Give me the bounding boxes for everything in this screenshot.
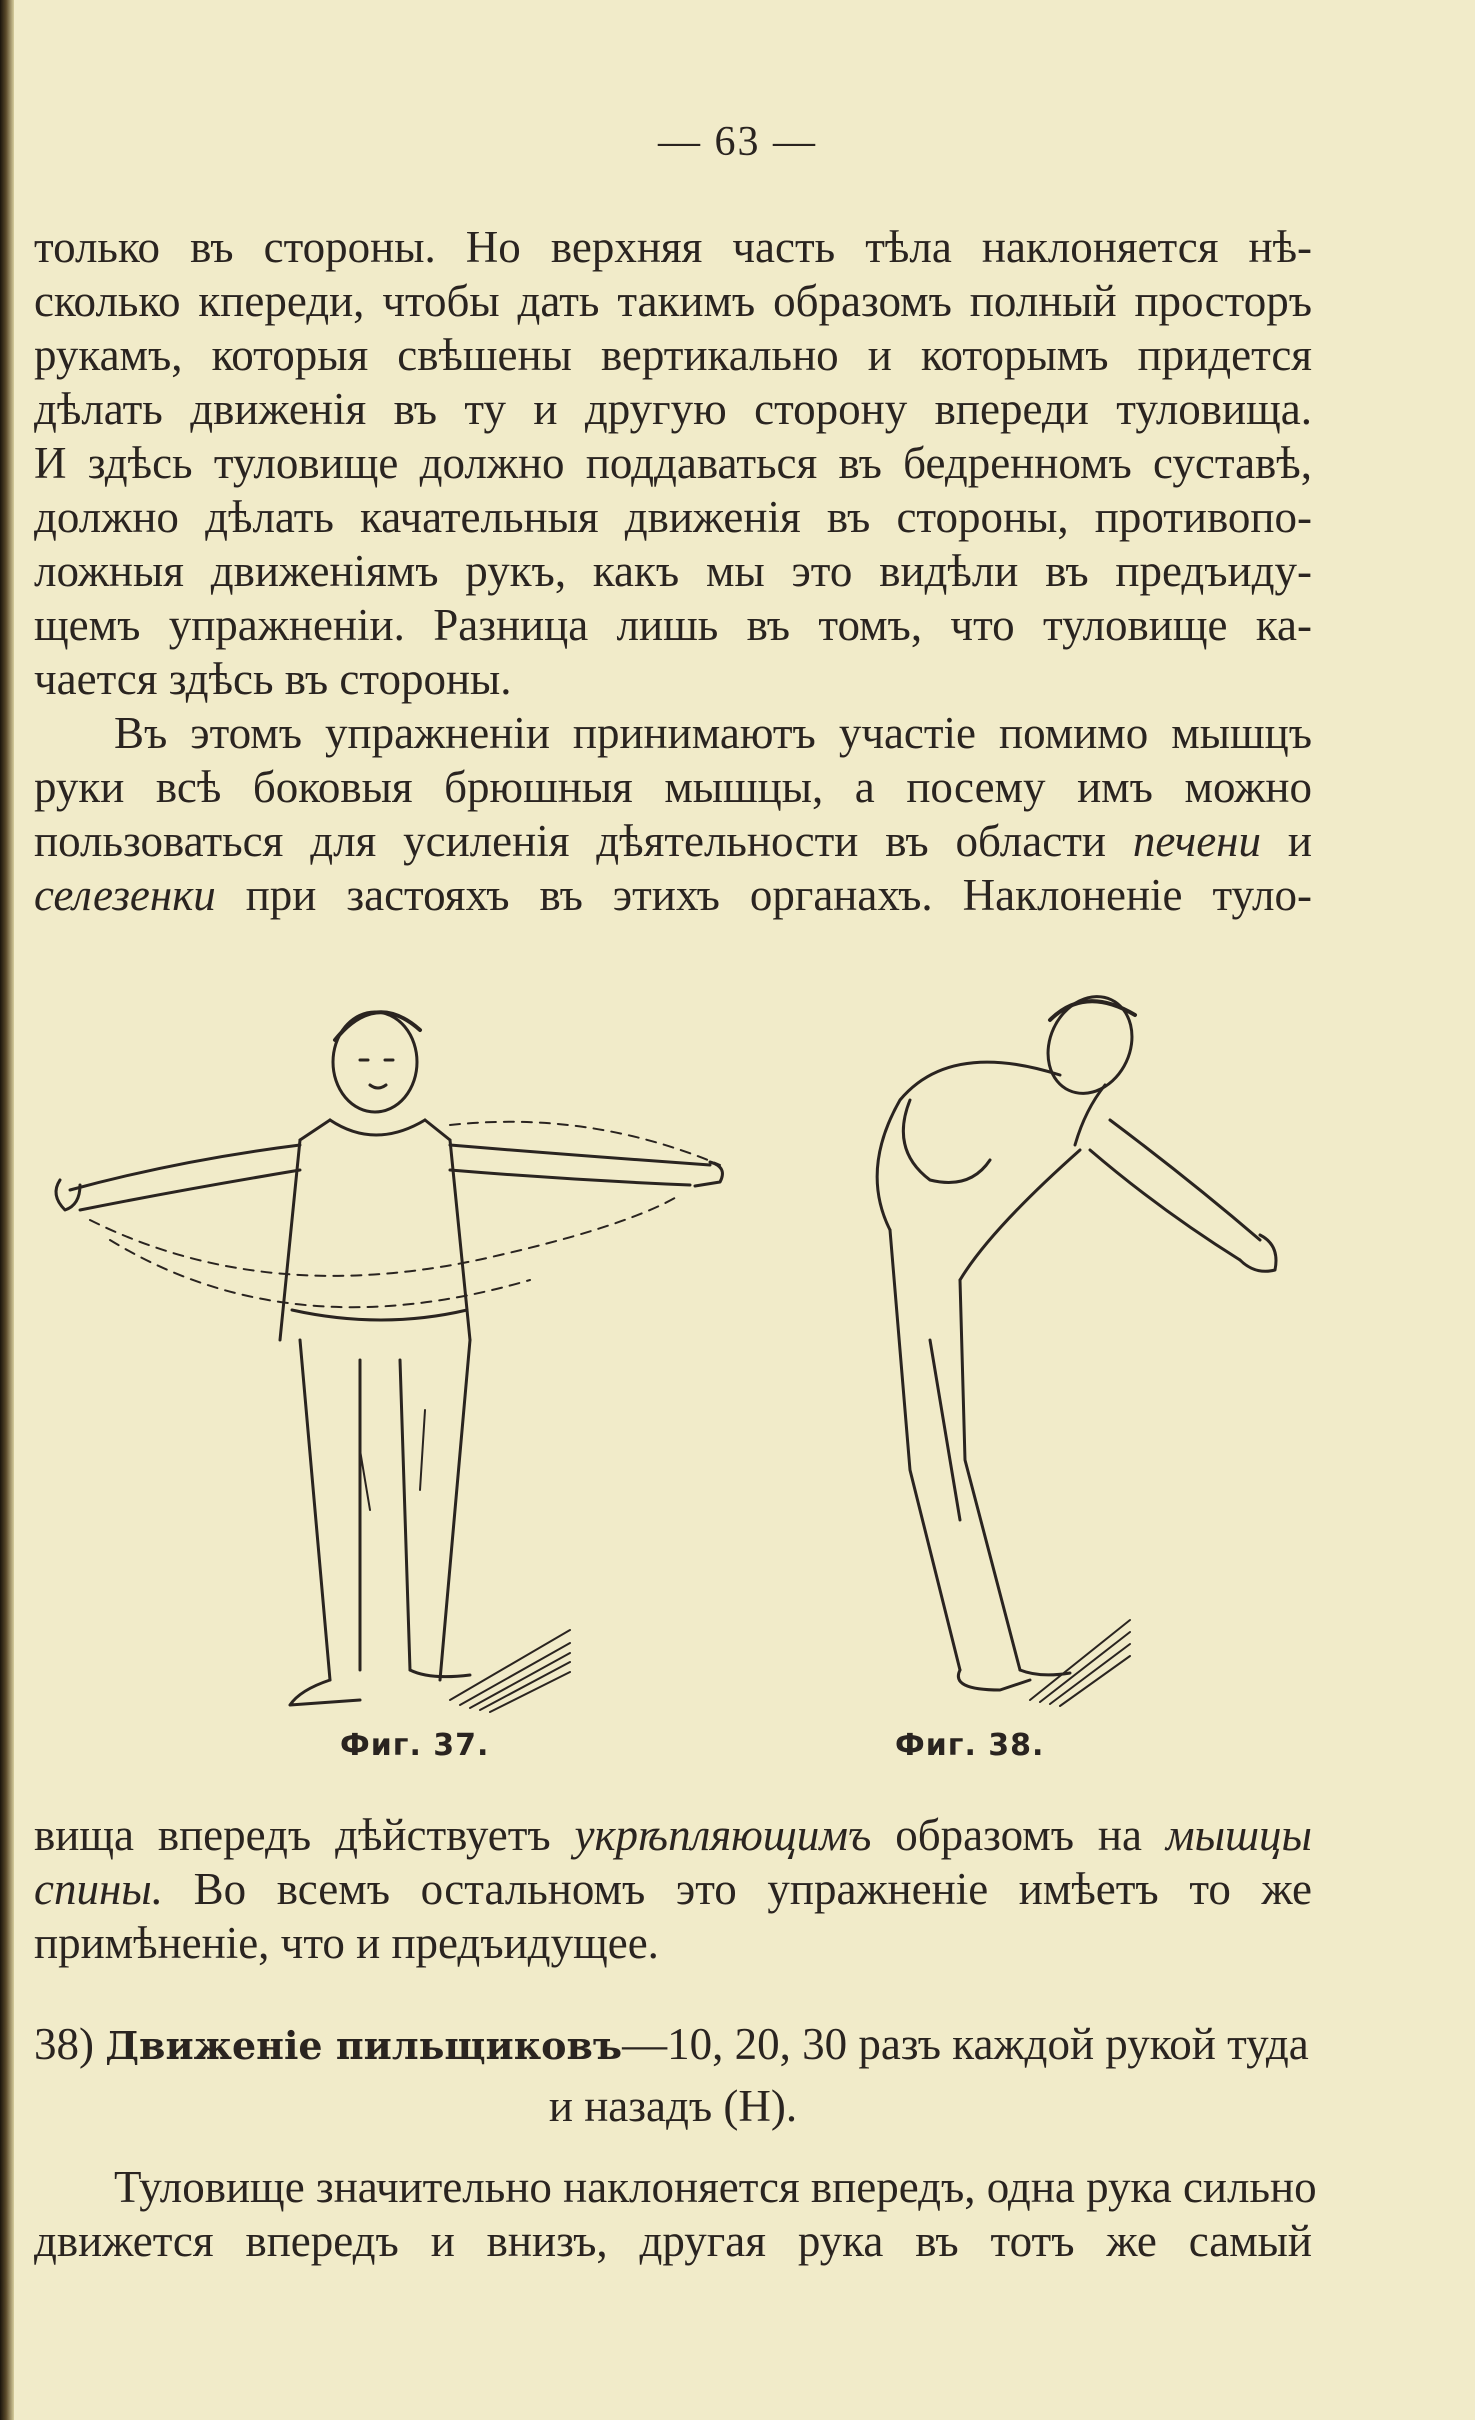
- text-line: сколько кпереди, чтобы дать такимъ образомъ полный просторъ: [34, 276, 1312, 326]
- text-run: пользоваться для усиленія дѣятельности въ области: [34, 816, 1106, 866]
- text-line: Въ этомъ упражненіи принимаютъ участіе помимо мышцъ: [114, 708, 1312, 758]
- text-line: [34, 868, 1312, 922]
- paragraph-1: [34, 220, 1312, 706]
- heading-line-1: [34, 2014, 1312, 2076]
- emphasis-strengthening: укрѣпляющимъ: [574, 1810, 872, 1860]
- text-line: щемъ упражненіи. Разница лишь въ томъ, что туловище ка-: [34, 600, 1312, 650]
- paragraph-3: [34, 1808, 1312, 1970]
- emphasis-liver: печени: [1132, 816, 1262, 866]
- heading-line-2: и назадъ (Н).: [548, 2081, 798, 2131]
- figure-37-caption: Фиг. 37.: [340, 1728, 490, 1763]
- text-line: Туловище значительно наклоняется впередъ, одна рука сильно: [114, 2162, 1317, 2212]
- text-line: только въ стороны. Но верхняя часть тѣла наклоняется нѣ-: [34, 222, 1312, 272]
- figure-38-illustration: [877, 983, 1276, 1706]
- text-line: должно дѣлать качательныя движенія въ стороны, противопо-: [34, 492, 1312, 542]
- text-line: [34, 814, 1312, 868]
- text-line: примѣненіе, что и предъидущее.: [34, 1918, 659, 1968]
- text-line: чается здѣсь въ стороны.: [34, 654, 512, 704]
- emphasis-back: спины.: [34, 1864, 164, 1914]
- text-line: И здѣсь туловище должно поддаваться въ бедренномъ суставѣ,: [34, 438, 1312, 488]
- exercise-illustrations: [30, 980, 1330, 1720]
- figure-38-caption: Фиг. 38.: [895, 1728, 1045, 1763]
- paragraph-2: [34, 706, 1312, 922]
- emphasis-muscles: мышцы: [1165, 1810, 1313, 1860]
- text-run: образомъ на: [895, 1810, 1142, 1860]
- text-line: [34, 1862, 1312, 1916]
- exercise-repetitions: —10, 20, 30 разъ каждой рукой туда: [622, 2019, 1309, 2069]
- text-line: дѣлать движенія въ ту и другую сторону впереди туловища.: [34, 384, 1312, 434]
- exercise-heading: [34, 2014, 1312, 2136]
- figure-37-illustration: [56, 1012, 722, 1712]
- paragraph-4: [34, 2160, 1317, 2268]
- text-line: [34, 1808, 1312, 1862]
- exercise-number: 38): [34, 2019, 94, 2069]
- text-run: вища впередъ дѣйствуетъ: [34, 1810, 551, 1860]
- book-spine-edge: [0, 0, 14, 2420]
- text-run: при застояхъ въ этихъ органахъ. Наклоненіе туло-: [245, 870, 1312, 920]
- exercise-title: Движеніе пильщиковъ: [105, 2023, 623, 2068]
- page-number: — 63 —: [658, 119, 817, 165]
- text-run: Во всемъ остальномъ это упражненіе имѣетъ то же: [193, 1864, 1312, 1914]
- text-run: и: [1287, 816, 1312, 866]
- text-line: рукамъ, которыя свѣшены вертикально и которымъ придется: [34, 330, 1312, 380]
- figures-area: [30, 980, 1330, 1720]
- text-line: руки всѣ боковыя брюшныя мышцы, а посему имъ можно: [34, 762, 1312, 812]
- emphasis-spleen: селезенки: [34, 870, 216, 920]
- text-line: движется впередъ и внизъ, другая рука въ тотъ же самый: [34, 2216, 1312, 2266]
- text-line: ложныя движеніямъ рукъ, какъ мы это видѣли въ предъиду-: [34, 546, 1312, 596]
